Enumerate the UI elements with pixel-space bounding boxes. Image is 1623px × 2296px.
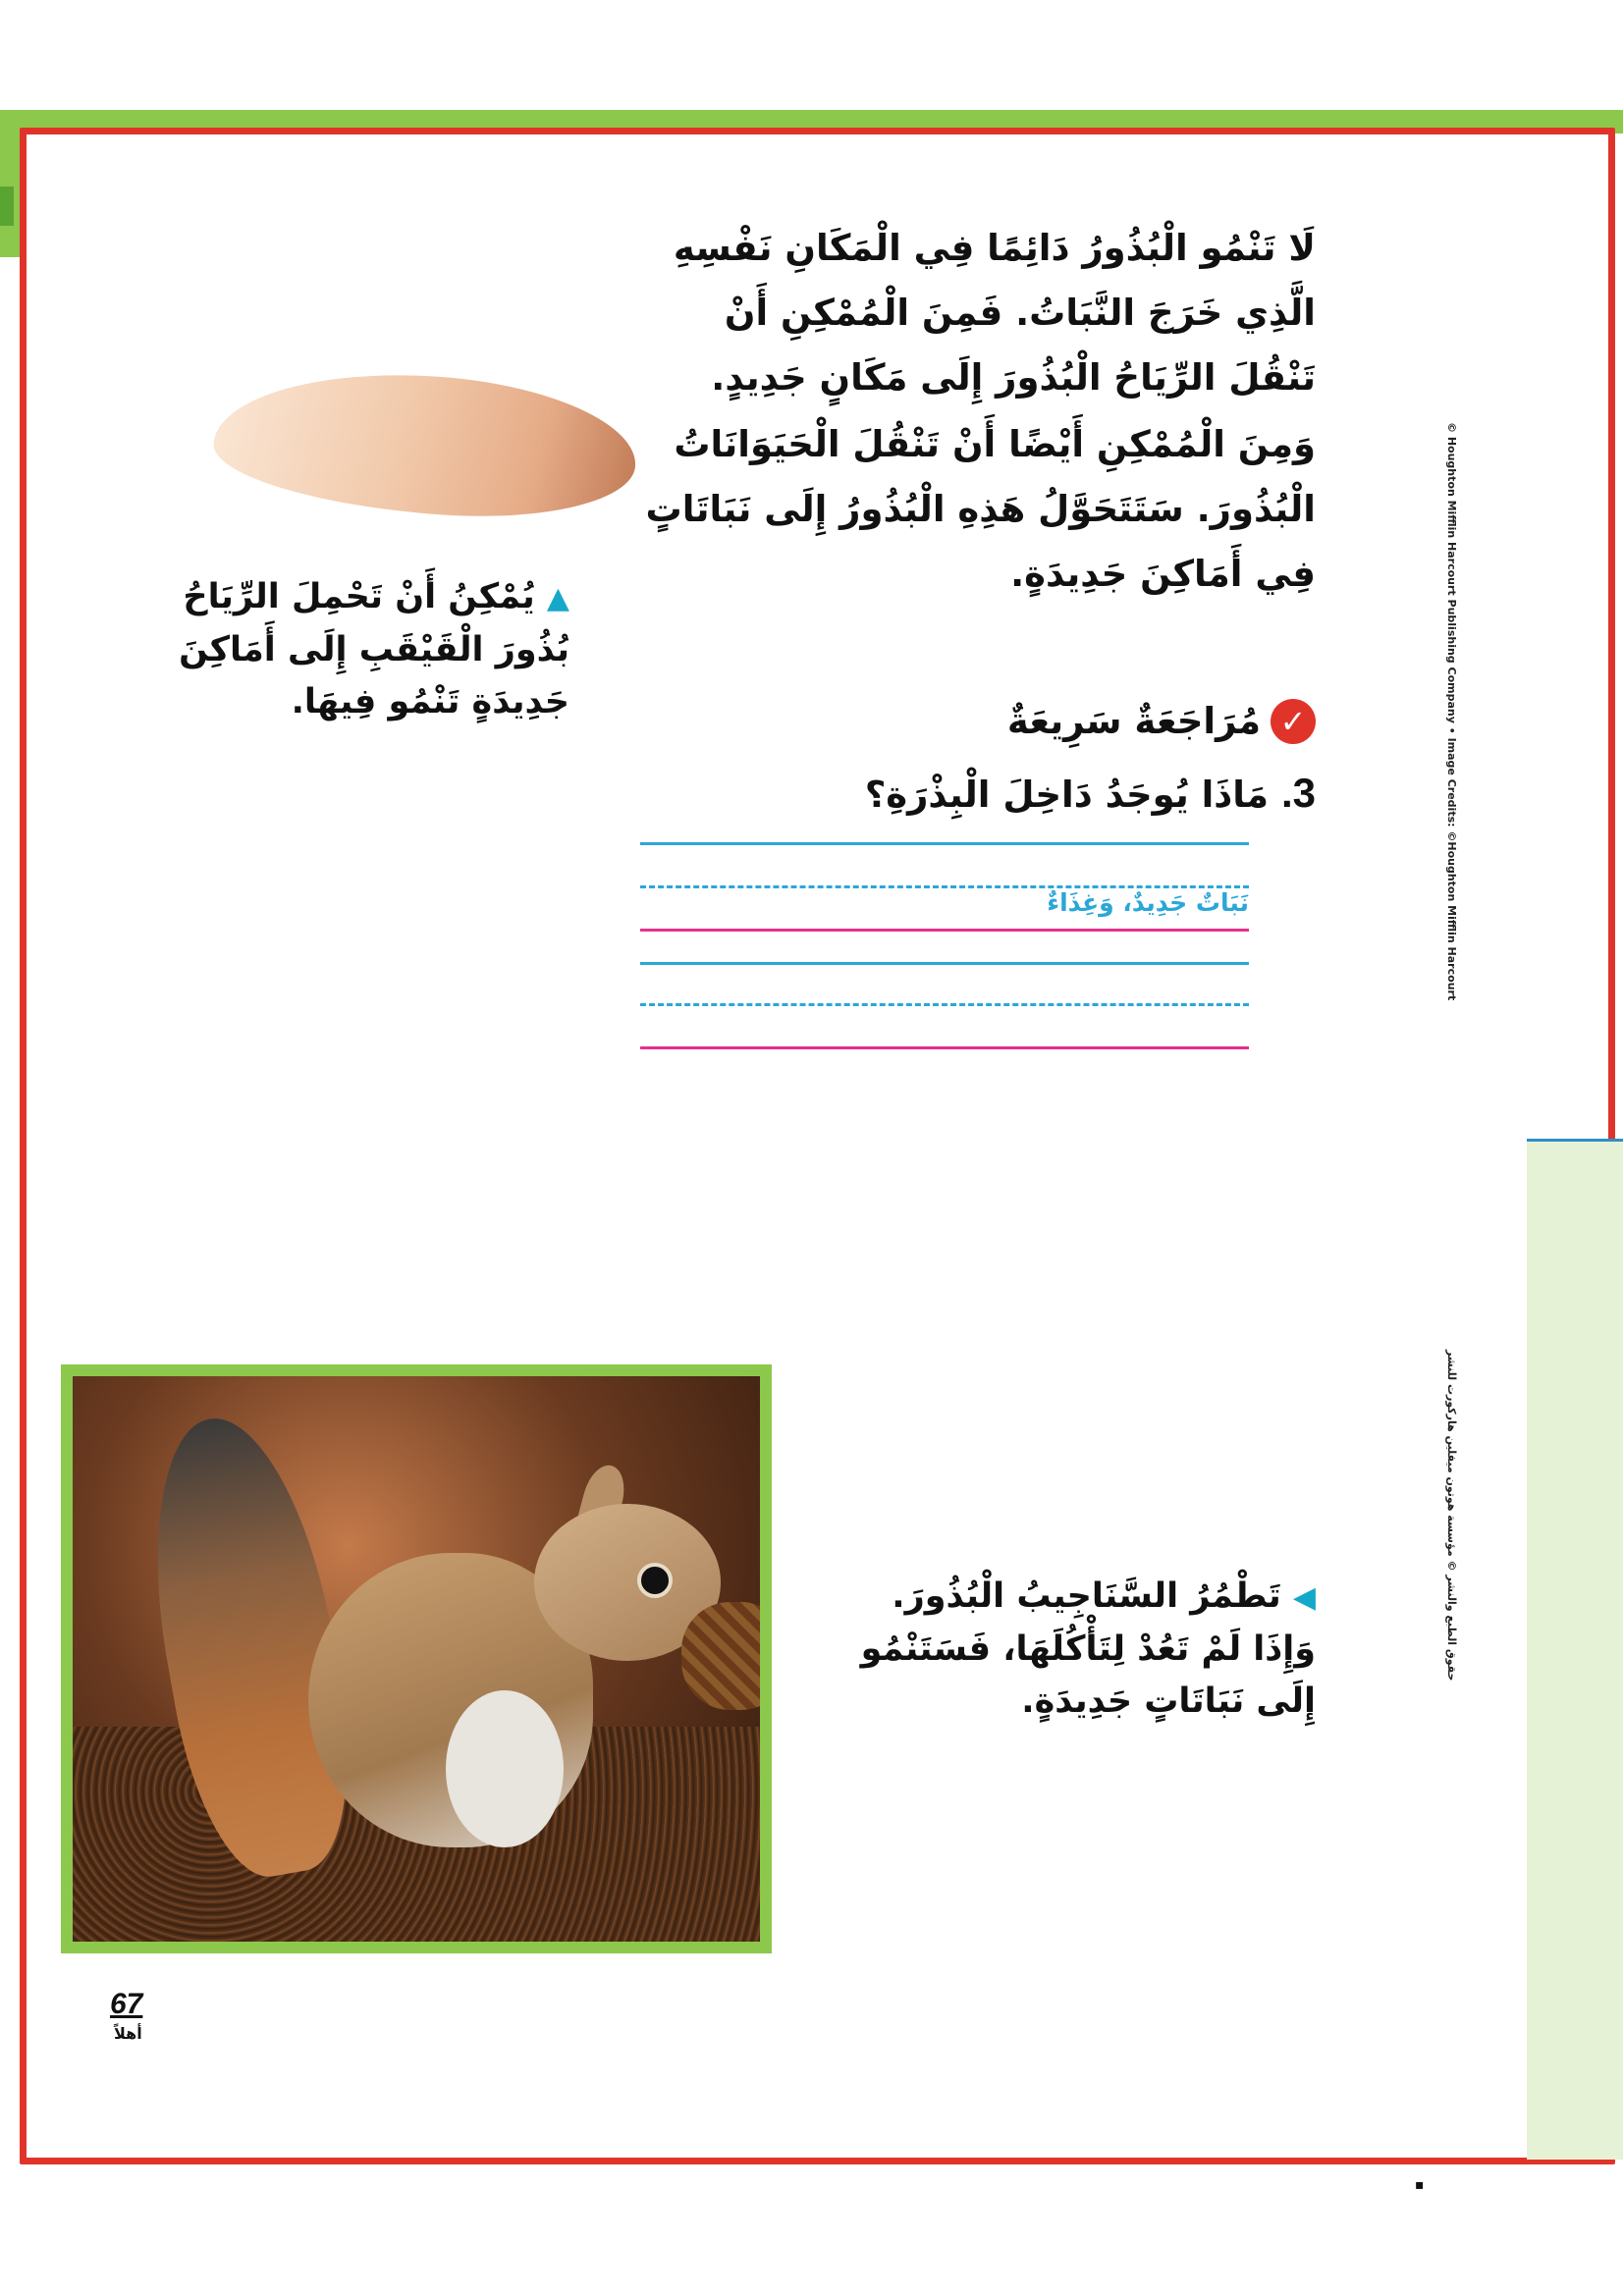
paragraph-wind-seeds: لَا تَنْمُو الْبُذُورُ دَائِمًا فِي الْمَكَانِ نَفْسِهِ الَّذِي خَرَجَ النَّبَاتُ. فَمِنَ الْمُمْكِنِ أَنْ تَنْقُلَ الرِّيَاحُ الْبُذُورَ إِلَى مَكَانٍ جَدِيدٍ. [673, 227, 1316, 399]
page-label: أهلاً [114, 2024, 142, 2043]
chapter-tab [0, 187, 14, 226]
check-circle-icon: ✓ [1271, 699, 1316, 744]
left-green-band [0, 110, 22, 257]
writing-line-base-2 [640, 1046, 1249, 1049]
question-number: 3. [1280, 770, 1316, 816]
seed-caption [177, 571, 569, 728]
right-margin-panel [1527, 1139, 1623, 2160]
credit-line-bottom: حقوق الطبع والنشر © مؤسسة هوتون ميفلين هاركورت للنشر [1445, 1350, 1458, 1682]
writing-line-base-1 [640, 929, 1249, 932]
squirrel-belly [446, 1690, 564, 1847]
pine-cone [681, 1602, 772, 1710]
quick-check-heading [982, 697, 1316, 746]
writing-line-top-2 [640, 962, 1249, 965]
triangle-pointer-icon: ◀ [1292, 1580, 1316, 1615]
quick-check-label: مُرَاجَعَةٌ سَرِيعَةٌ [1006, 700, 1261, 742]
answer-text[interactable]: نَبَاتٌ جَدِيدٌ، وَغِذَاءٌ [1047, 888, 1249, 917]
squirrel-photo [61, 1364, 772, 1953]
triangle-pointer-icon: ▲ [546, 581, 569, 615]
squirrel-caption-text: تَطْمُرُ السَّنَاجِيبُ الْبُذُورَ. وَإِذَا لَمْ تَعُدْ لِتَأْكُلَهَا، فَسَتَنْمُو إِلَى نَبَاتَاتٍ جَدِيدَةٍ. [860, 1576, 1316, 1721]
paragraph-animal-seeds: وَمِنَ الْمُمْكِنِ أَيْضًا أَنْ تَنْقُلَ الْحَيَوَانَاتُ الْبُذُورَ. سَتَتَحَوَّلُ هَذِهِ الْبُذُورُ إِلَى نَبَاتَاتٍ فِي أَمَاكِنَ جَدِيدَةٍ. [645, 423, 1316, 595]
squirrel-eye [637, 1563, 673, 1598]
writing-line-top-1 [640, 842, 1249, 845]
seed-caption-text: يُمْكِنُ أَنْ تَحْمِلَ الرِّيَاحُ بُذُورَ الْقَيْقَبِ إِلَى أَمَاكِنَ جَدِيدَةٍ تَنْمُو فِيهَا. [179, 577, 569, 721]
question-text: مَاذَا يُوجَدُ دَاخِلَ الْبِذْرَةِ؟ [864, 774, 1270, 816]
squirrel-caption [825, 1571, 1316, 1728]
credit-line-top: © Houghton Mifflin Harcourt Publishing Company • Image Credits: ©Houghton Mifflin Harcourt [1445, 422, 1458, 1001]
question [687, 766, 1316, 823]
page-number: 67 [110, 1988, 143, 2020]
writing-line-mid-2 [640, 1003, 1249, 1006]
right-panel-divider [1527, 1139, 1623, 1142]
footer-mark: ▪ [1415, 2177, 1425, 2193]
